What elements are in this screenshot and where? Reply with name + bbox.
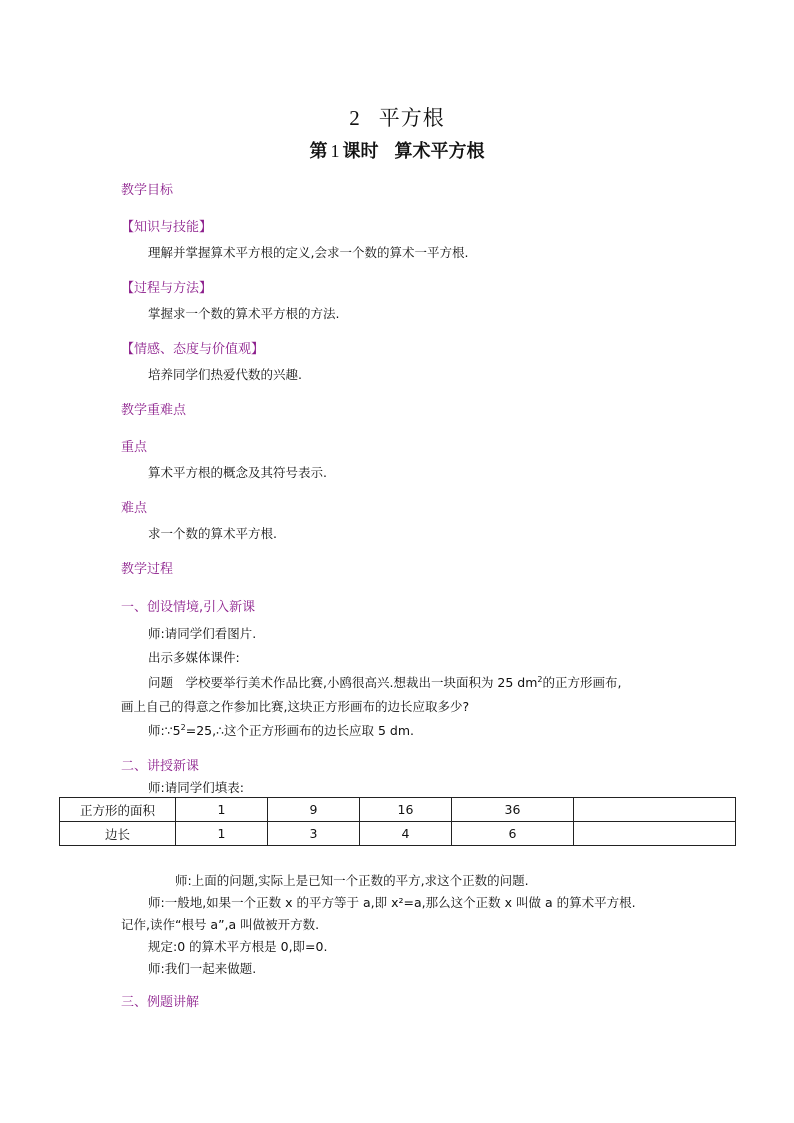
chapter-title (0, 102, 794, 132)
part2-line4: 记作,读作“根号 a”,a 叫做被开方数. (121, 917, 320, 932)
chapter-number: 2 (349, 106, 361, 130)
table-cell: 3 (268, 822, 360, 846)
lesson-title (0, 137, 794, 163)
table-cell-label: 边长 (60, 822, 176, 846)
knowledge-heading: 【知识与技能】 (121, 220, 213, 235)
table-cell: 16 (360, 798, 452, 822)
difficulty-heading: 教学重难点 (121, 403, 187, 418)
hard-point-text: 求一个数的算术平方根. (148, 526, 277, 541)
process-method-text: 掌握求一个数的算术平方根的方法. (148, 306, 340, 321)
answer-text-b: =25,∴这个正方形画布的边长应取 5 dm. (185, 723, 415, 738)
part2-line6: 师:我们一起来做题. (148, 961, 257, 976)
part1-problem (148, 673, 622, 691)
process-method-heading: 【过程与方法】 (121, 281, 213, 296)
part2-line5: 规定:0 的算术平方根是 0,即=0. (148, 939, 328, 954)
process-heading: 教学过程 (121, 562, 174, 577)
table-cell: 36 (452, 798, 574, 822)
table-cell-label: 正方形的面积 (60, 798, 176, 822)
part2-line2: 师:上面的问题,实际上是已知一个正数的平方,求这个正数的问题. (175, 873, 529, 888)
lesson-number: 1 (330, 141, 340, 161)
table-cell: 6 (452, 822, 574, 846)
answer-superscript: 2 (180, 723, 186, 732)
table-row (60, 822, 736, 846)
problem-text-a: 问题 学校要举行美术作品比赛,小鸥很高兴.想裁出一块面积为 25 dm (148, 675, 538, 690)
table-cell (574, 822, 736, 846)
table-cell: 4 (360, 822, 452, 846)
part1-line1: 师:请同学们看图片. (148, 626, 257, 641)
part1-line2: 出示多媒体课件: (148, 650, 240, 665)
part3-heading: 三、例题讲解 (121, 995, 200, 1010)
table-cell: 9 (268, 798, 360, 822)
table-cell (574, 798, 736, 822)
key-point-heading: 重点 (121, 440, 148, 455)
table-cell: 1 (176, 798, 268, 822)
table-cell: 1 (176, 822, 268, 846)
lesson-prefix: 第 (309, 141, 328, 162)
chapter-title-text: 平方根 (378, 106, 445, 130)
part2-heading: 二、讲授新课 (121, 759, 200, 774)
part1-heading: 一、创设情境,引入新课 (121, 600, 256, 615)
part2-line3: 师:一般地,如果一个正数 x 的平方等于 a,即 x²=a,那么这个正数 x 叫做 a 的算术平方根. (148, 895, 636, 910)
emotion-heading: 【情感、态度与价值观】 (121, 342, 265, 357)
problem-text-b: 的正方形画布, (542, 675, 622, 690)
area-side-table (59, 797, 736, 846)
problem-superscript: 2 (537, 675, 543, 684)
part1-answer (148, 721, 414, 739)
table-row (60, 798, 736, 822)
knowledge-text: 理解并掌握算术平方根的定义,会求一个数的算术一平方根. (148, 245, 469, 260)
hard-point-heading: 难点 (121, 501, 148, 516)
key-point-text: 算术平方根的概念及其符号表示. (148, 465, 327, 480)
part2-line1: 师:请同学们填表: (148, 780, 244, 795)
emotion-text: 培养同学们热爱代数的兴趣. (148, 367, 302, 382)
part1-problem-cont: 画上自己的得意之作参加比赛,这块正方形画布的边长应取多少? (121, 699, 470, 714)
lesson-suffix: 课时 (342, 141, 379, 162)
lesson-title-text: 算术平方根 (394, 141, 485, 162)
answer-text-a: 师:∵5 (148, 723, 181, 738)
goals-heading: 教学目标 (121, 183, 174, 198)
